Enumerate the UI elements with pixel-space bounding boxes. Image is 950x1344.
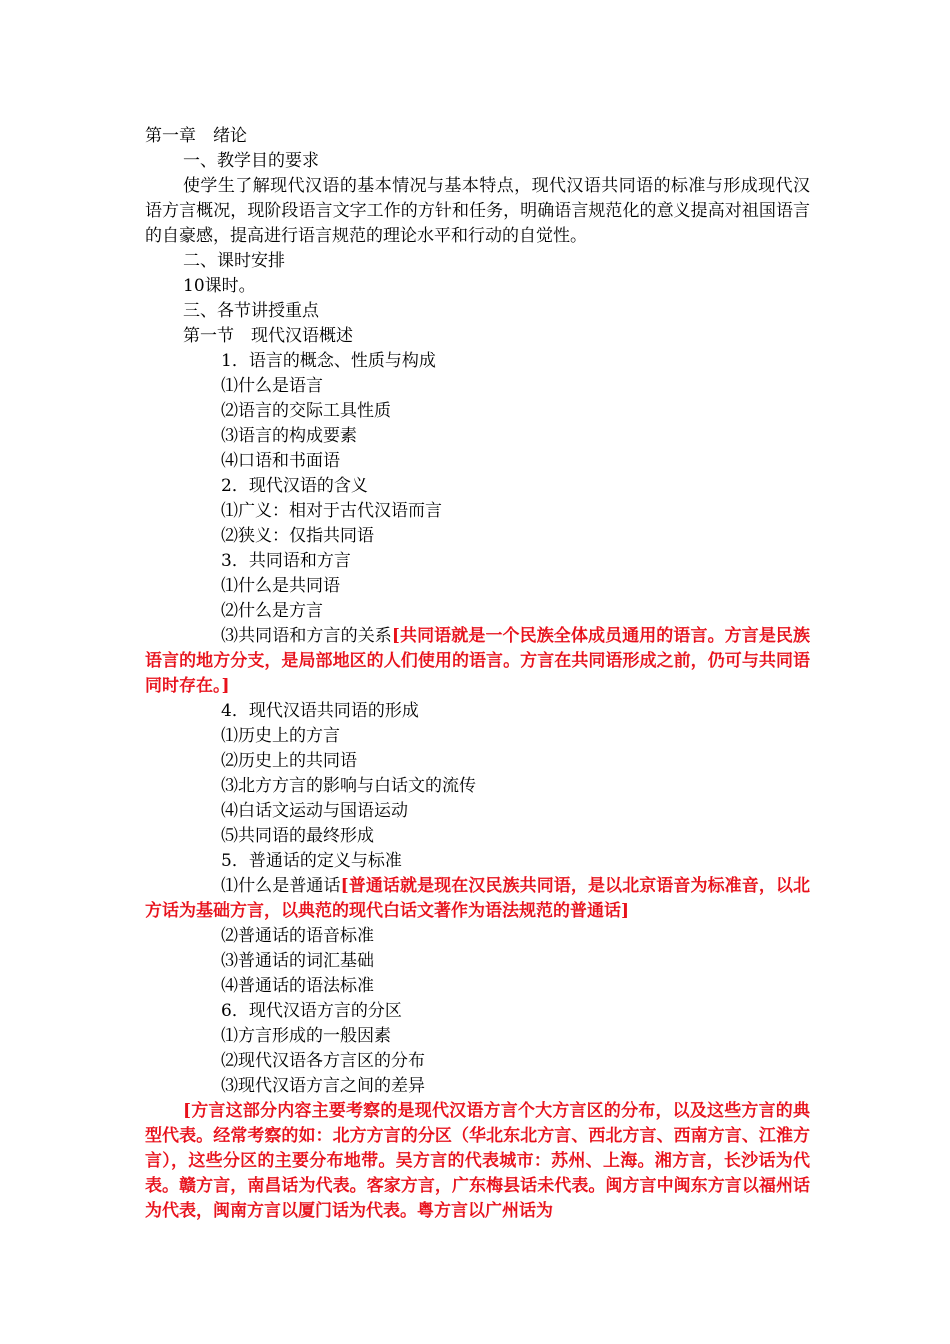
topic-item: ⑶普通话的词汇基础 — [221, 951, 374, 971]
topic-item: ⑴历史上的方言 — [221, 726, 340, 746]
highlight-note: [共同语就是一个民族全体成员通用的语言。方言是民族语言的地方分支，是局部地区的人们使用的语言。方言在共同语形成之前，仍可与共同语同时存在。] — [145, 626, 811, 696]
topic-item: ⑵现代汉语各方言区的分布 — [221, 1051, 425, 1071]
topic-item-text: ⑴什么是普通话 — [221, 876, 341, 896]
topic-item: ⑴广义：相对于古代汉语而言 — [221, 501, 442, 521]
topic-item: ⑸共同语的最终形成 — [221, 826, 374, 846]
topic-item: ⑵语言的交际工具性质 — [221, 401, 391, 421]
topic-item-with-note — [145, 624, 810, 699]
topic-item: ⑴什么是语言 — [221, 376, 323, 396]
topic-item: ⑷白话文运动与国语运动 — [221, 801, 408, 821]
objectives-paragraph: 使学生了解现代汉语的基本情况与基本特点，现代汉语共同语的标准与形成现代汉语方言概况，现阶段语言文字工作的方针和任务，明确语言规范化的意义提高对祖国语言的自豪感，提高进行语言规范的理论水平和行动的自觉性。 — [145, 176, 810, 246]
topic-item: ⑴方言形成的一般因素 — [221, 1026, 391, 1046]
section-heading-objectives: 一、教学目的要求 — [183, 151, 319, 171]
topic-item: ⑶现代汉语方言之间的差异 — [221, 1076, 425, 1096]
topic-heading: 5．普通话的定义与标准 — [221, 851, 402, 871]
topic-item: ⑶北方方言的影响与白话文的流传 — [221, 776, 476, 796]
topic-item-text: ⑶共同语和方言的关系 — [221, 626, 392, 646]
topic-heading: 3．共同语和方言 — [221, 551, 351, 571]
topic-item: ⑵普通话的语音标准 — [221, 926, 374, 946]
topic-heading: 4．现代汉语共同语的形成 — [221, 701, 419, 721]
topic-item: ⑴什么是共同语 — [221, 576, 340, 596]
document-body — [145, 124, 810, 1224]
topic-item-with-note — [145, 874, 810, 924]
topic-item: ⑶语言的构成要素 — [221, 426, 357, 446]
topic-heading: 2．现代汉语的含义 — [221, 476, 368, 496]
topic-item: ⑷普通话的语法标准 — [221, 976, 374, 996]
dialect-highlight-note: [方言这部分内容主要考察的是现代汉语方言个大方言区的分布，以及这些方言的典型代表。经常考察的如：北方方言的分区（华北东北方言、西北方言、西南方言、江淮方言），这些分区的主要分布地带。吴方言的代表城市：苏州、上海。湘方言，长沙话为代表。赣方言，南昌话为代表。客家方言，广东梅县话未代表。闽方言中闽东方言以福州话为代表，闽南方言以厦门话为代表。粤方言以广州话为 — [145, 1101, 810, 1221]
topic-item: ⑷口语和书面语 — [221, 451, 340, 471]
topic-heading: 1．语言的概念、性质与构成 — [221, 351, 436, 371]
topic-item: ⑵历史上的共同语 — [221, 751, 357, 771]
section-heading-schedule: 二、课时安排 — [183, 251, 285, 271]
topic-item: ⑵什么是方言 — [221, 601, 323, 621]
topic-item: ⑵狭义：仅指共同语 — [221, 526, 374, 546]
part-title: 第一节 现代汉语概述 — [183, 326, 353, 346]
chapter-title: 第一章 绪论 — [145, 126, 247, 146]
highlight-note: [普通话就是现在汉民族共同语，是以北京语音为标准音，以北方话为基础方言，以典范的现代白话文著作为语法规范的普通话] — [145, 876, 810, 921]
schedule-text: 10课时。 — [183, 276, 256, 296]
section-heading-focus: 三、各节讲授重点 — [183, 301, 319, 321]
topic-heading: 6．现代汉语方言的分区 — [221, 1001, 402, 1021]
